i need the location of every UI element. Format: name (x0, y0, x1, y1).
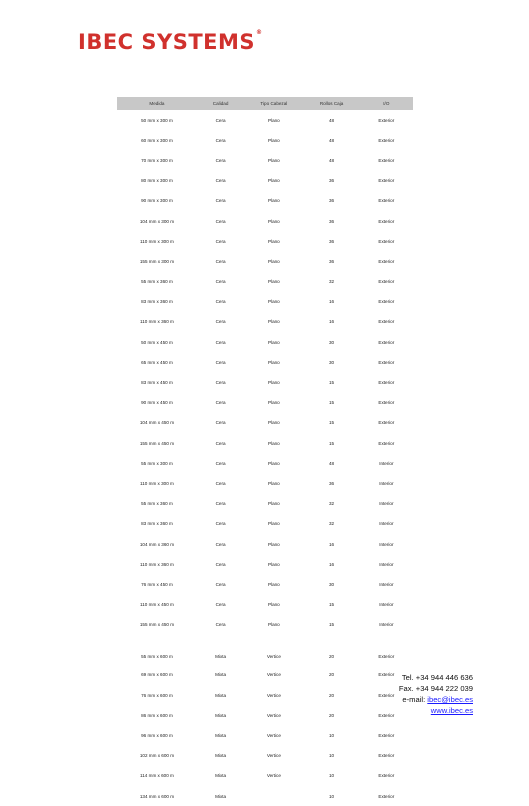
table-row (117, 413, 413, 433)
cell-io: Exterior (378, 299, 395, 305)
cell-tipo-cabezal: Plano (267, 218, 280, 224)
cell-medida: 134 mm x 600 m (139, 793, 175, 799)
cell-medida: 83 mm x 450 m (141, 380, 173, 386)
contact-email-line (399, 694, 473, 705)
cell-calidad: Cera (215, 602, 226, 608)
table-row (117, 665, 413, 685)
cell-rollos-caja: 16 (329, 319, 335, 325)
cell-io: Interior (379, 541, 394, 547)
cell-rollos-caja: 30 (329, 581, 335, 587)
cell-medida: 83 mm x 360 m (141, 521, 173, 527)
cell-calidad: Cera (215, 299, 226, 305)
cell-tipo-cabezal: Plano (267, 602, 280, 608)
cell-tipo-cabezal: Plano (267, 198, 280, 204)
cell-io: Exterior (378, 773, 395, 779)
cell-rollos-caja: 15 (329, 602, 335, 608)
table-row (117, 746, 413, 766)
cell-io: Exterior (378, 712, 395, 718)
cell-calidad: Cera (215, 622, 226, 628)
product-table (117, 97, 413, 806)
cell-rollos-caja: 15 (329, 420, 335, 426)
cell-calidad: Cera (215, 117, 226, 123)
cell-calidad: Cera (215, 480, 226, 486)
cell-rollos-caja: 36 (329, 238, 335, 244)
cell-io: Interior (379, 460, 394, 466)
cell-tipo-cabezal: Vertice (266, 773, 281, 779)
table-header-row (117, 97, 413, 110)
cell-rollos-caja: 15 (329, 440, 335, 446)
cell-medida: 90 mm x 300 m (141, 198, 173, 204)
company-logo (78, 30, 263, 54)
cell-rollos-caja: 36 (329, 198, 335, 204)
cell-medida: 55 mm x 360 m (141, 501, 173, 507)
cell-io: Interior (379, 480, 394, 486)
email-label: e-mail: (402, 695, 428, 704)
cell-tipo-cabezal (244, 786, 303, 806)
cell-tipo-cabezal: Plano (267, 561, 280, 567)
table-row (117, 251, 413, 271)
cell-io: Interior (379, 561, 394, 567)
cell-tipo-cabezal: Plano (267, 319, 280, 325)
cell-rollos-caja: 48 (329, 157, 335, 163)
cell-rollos-caja: 30 (329, 359, 335, 365)
table-row (117, 473, 413, 493)
table-row (117, 292, 413, 312)
cell-medida: 110 mm x 300 m (140, 238, 174, 244)
cell-medida: 104 mm x 300 m (139, 218, 175, 224)
cell-medida: 55 mm x 300 m (141, 460, 173, 466)
cell-tipo-cabezal: Plano (267, 258, 280, 264)
cell-io: Interior (379, 581, 394, 587)
col-header-medida: Medida (117, 97, 197, 110)
table-row (117, 635, 413, 665)
col-header-tipo-cabezal: Tipo Cabezal (244, 97, 303, 110)
cell-rollos-caja: 15 (329, 622, 335, 628)
logo-text: IBEC SYSTEMS (78, 30, 256, 54)
cell-medida: 80 mm x 300 m (141, 178, 173, 184)
table-row (117, 150, 413, 170)
cell-rollos-caja: 36 (329, 178, 335, 184)
cell-rollos-caja: 10 (329, 793, 335, 799)
cell-calidad: Mixta (215, 712, 227, 718)
table-row (117, 352, 413, 372)
cell-tipo-cabezal: Plano (267, 400, 280, 406)
cell-medida: 69 mm x 600 m (141, 672, 173, 678)
cell-io: Interior (379, 602, 394, 608)
cell-rollos-caja: 15 (329, 380, 335, 386)
cell-tipo-cabezal: Vertice (266, 692, 281, 698)
cell-calidad: Cera (215, 380, 226, 386)
cell-medida: 83 mm x 360 m (141, 299, 173, 305)
cell-tipo-cabezal: Plano (267, 420, 280, 426)
cell-medida: 70 mm x 300 m (141, 157, 173, 163)
cell-io: Exterior (378, 400, 395, 406)
cell-io: Exterior (378, 258, 395, 264)
cell-tipo-cabezal: Vertice (266, 653, 281, 659)
table-body (117, 110, 413, 806)
cell-medida: 50 mm x 300 m (141, 117, 173, 123)
cell-calidad: Cera (215, 238, 226, 244)
cell-calidad: Cera (215, 581, 226, 587)
cell-calidad: Cera (215, 561, 226, 567)
cell-medida: 55 mm x 600 m (141, 653, 173, 659)
table-row (117, 211, 413, 231)
table-row (117, 514, 413, 534)
cell-calidad: Mixta (215, 773, 227, 779)
cell-calidad: Cera (215, 319, 226, 325)
cell-medida: 90 mm x 450 m (141, 400, 173, 406)
cell-rollos-caja: 15 (329, 400, 335, 406)
cell-rollos-caja: 16 (329, 541, 335, 547)
table-row (117, 494, 413, 514)
cell-calidad: Mixta (215, 753, 227, 759)
table-row (117, 393, 413, 413)
cell-medida: 76 mm x 600 m (141, 692, 173, 698)
cell-io: Exterior (378, 117, 395, 123)
cell-tipo-cabezal: Plano (267, 238, 280, 244)
cell-rollos-caja: 20 (329, 653, 335, 659)
cell-medida: 110 mm x 360 m (140, 561, 174, 567)
cell-medida: 55 mm x 360 m (141, 279, 173, 285)
cell-calidad: Cera (215, 460, 226, 466)
cell-tipo-cabezal: Plano (267, 178, 280, 184)
cell-tipo-cabezal: Vertice (266, 733, 281, 739)
cell-io: Exterior (378, 218, 395, 224)
cell-io: Exterior (378, 692, 395, 698)
cell-io: Exterior (378, 440, 395, 446)
table-row (117, 272, 413, 292)
cell-calidad: Mixta (215, 692, 227, 698)
table-row (117, 534, 413, 554)
cell-tipo-cabezal: Plano (267, 622, 280, 628)
cell-calidad: Cera (215, 400, 226, 406)
cell-calidad: Mixta (215, 733, 227, 739)
cell-io: Exterior (378, 359, 395, 365)
table-row (117, 171, 413, 191)
cell-calidad: Cera (215, 178, 226, 184)
cell-tipo-cabezal: Vertice (266, 712, 281, 718)
cell-rollos-caja: 20 (329, 692, 335, 698)
table-row (117, 332, 413, 352)
cell-io: Exterior (378, 380, 395, 386)
contact-fax: Fax. +34 944 222 039 (398, 684, 473, 693)
cell-tipo-cabezal: Plano (267, 339, 280, 345)
cell-tipo-cabezal: Plano (267, 541, 280, 547)
cell-tipo-cabezal: Plano (267, 521, 280, 527)
cell-io: Exterior (378, 137, 395, 143)
cell-calidad: Mixta (215, 793, 227, 799)
cell-medida: 110 mm x 360 m (140, 319, 174, 325)
table-row (117, 110, 413, 130)
cell-calidad: Cera (215, 157, 226, 163)
cell-calidad: Cera (215, 521, 226, 527)
cell-io: Interior (379, 521, 394, 527)
cell-rollos-caja: 16 (329, 299, 335, 305)
cell-tipo-cabezal: Vertice (266, 753, 281, 759)
cell-rollos-caja: 48 (329, 460, 335, 466)
cell-io: Exterior (378, 793, 395, 799)
cell-rollos-caja: 36 (329, 218, 335, 224)
cell-io: Exterior (378, 157, 395, 163)
table-row (117, 130, 413, 150)
cell-io: Exterior (378, 733, 395, 739)
cell-calidad: Cera (215, 501, 226, 507)
cell-rollos-caja: 10 (329, 753, 335, 759)
table-row (117, 685, 413, 705)
cell-calidad: Cera (215, 279, 226, 285)
cell-io: Interior (379, 622, 394, 628)
cell-rollos-caja: 32 (329, 521, 335, 527)
cell-calidad: Cera (215, 137, 226, 143)
table-row (117, 191, 413, 211)
table-row (117, 453, 413, 473)
cell-tipo-cabezal: Plano (267, 359, 280, 365)
cell-io: Exterior (378, 753, 395, 759)
cell-tipo-cabezal: Plano (267, 299, 280, 305)
cell-rollos-caja: 36 (329, 258, 335, 264)
cell-rollos-caja: 48 (329, 137, 335, 143)
table-row (117, 231, 413, 251)
cell-calidad: Cera (215, 440, 226, 446)
cell-io: Exterior (378, 339, 395, 345)
table-row (117, 786, 413, 806)
cell-medida: 104 mm x 450 m (139, 420, 175, 426)
cell-medida: 76 mm x 450 m (141, 581, 173, 587)
contact-tel: Tel. +34 944 446 636 (401, 673, 473, 682)
cell-io: Exterior (378, 319, 395, 325)
table-row (117, 725, 413, 745)
cell-io: Exterior (378, 238, 395, 244)
cell-calidad: Mixta (215, 672, 227, 678)
contact-web-line (399, 705, 473, 716)
cell-medida: 155 mm x 450 m (139, 622, 175, 628)
cell-medida: 155 mm x 300 m (139, 258, 175, 264)
table-row (117, 433, 413, 453)
cell-rollos-caja: 16 (329, 561, 335, 567)
cell-tipo-cabezal: Plano (267, 117, 280, 123)
cell-medida: 155 mm x 450 m (139, 440, 175, 446)
cell-io: Interior (379, 501, 394, 507)
cell-io: Exterior (378, 672, 395, 678)
cell-calidad: Cera (215, 198, 226, 204)
table-row (117, 312, 413, 332)
cell-calidad: Mixta (215, 653, 227, 659)
cell-medida: 104 mm x 360 m (139, 541, 175, 547)
cell-rollos-caja: 36 (329, 480, 335, 486)
cell-rollos-caja: 20 (329, 672, 335, 678)
cell-calidad: Cera (215, 258, 226, 264)
col-header-rollos-caja: Rollos Caja (303, 97, 359, 110)
cell-medida: 114 mm x 600 m (140, 773, 174, 779)
table-row (117, 595, 413, 615)
table-row (117, 574, 413, 594)
cell-medida: 110 mm x 300 m (140, 480, 174, 486)
cell-rollos-caja: 32 (329, 279, 335, 285)
table-row (117, 372, 413, 392)
cell-io: Exterior (378, 178, 395, 184)
registered-mark: ® (256, 29, 263, 36)
cell-io: Exterior (378, 420, 395, 426)
cell-tipo-cabezal: Plano (267, 157, 280, 163)
cell-rollos-caja: 30 (329, 339, 335, 345)
col-header-io: I/O (360, 97, 413, 110)
cell-io: Exterior (378, 653, 395, 659)
web-link[interactable]: www.ibec.es (430, 706, 473, 715)
cell-tipo-cabezal: Plano (267, 460, 280, 466)
cell-tipo-cabezal: Plano (267, 380, 280, 386)
table-row (117, 766, 413, 786)
cell-medida: 60 mm x 300 m (141, 137, 173, 143)
cell-tipo-cabezal: Vertice (266, 672, 281, 678)
cell-io: Exterior (378, 198, 395, 204)
cell-tipo-cabezal: Plano (267, 501, 280, 507)
cell-calidad: Cera (215, 359, 226, 365)
cell-tipo-cabezal: Plano (267, 440, 280, 446)
cell-medida: 50 mm x 450 m (141, 339, 173, 345)
table-row (117, 615, 413, 635)
cell-calidad: Cera (215, 339, 226, 345)
col-header-calidad: Calidad (197, 97, 244, 110)
cell-tipo-cabezal: Plano (267, 137, 280, 143)
cell-calidad: Cera (215, 420, 226, 426)
cell-tipo-cabezal: Plano (267, 581, 280, 587)
cell-rollos-caja: 20 (329, 712, 335, 718)
cell-calidad: Cera (215, 541, 226, 547)
cell-rollos-caja: 10 (329, 733, 335, 739)
email-link[interactable]: ibec@ibec.es (427, 695, 473, 704)
cell-tipo-cabezal: Plano (267, 279, 280, 285)
cell-rollos-caja: 48 (329, 117, 335, 123)
cell-io: Exterior (378, 279, 395, 285)
cell-medida: 86 mm x 600 m (141, 712, 173, 718)
cell-medida: 96 mm x 600 m (141, 733, 173, 739)
cell-rollos-caja: 32 (329, 501, 335, 507)
contact-block (399, 672, 473, 716)
cell-rollos-caja: 10 (329, 773, 335, 779)
cell-medida: 102 mm x 600 m (139, 753, 175, 759)
cell-medida: 65 mm x 450 m (141, 359, 173, 365)
table-row (117, 554, 413, 574)
cell-calidad: Cera (215, 218, 226, 224)
cell-medida: 110 mm x 450 m (140, 602, 174, 608)
table-row (117, 705, 413, 725)
cell-tipo-cabezal: Plano (267, 480, 280, 486)
